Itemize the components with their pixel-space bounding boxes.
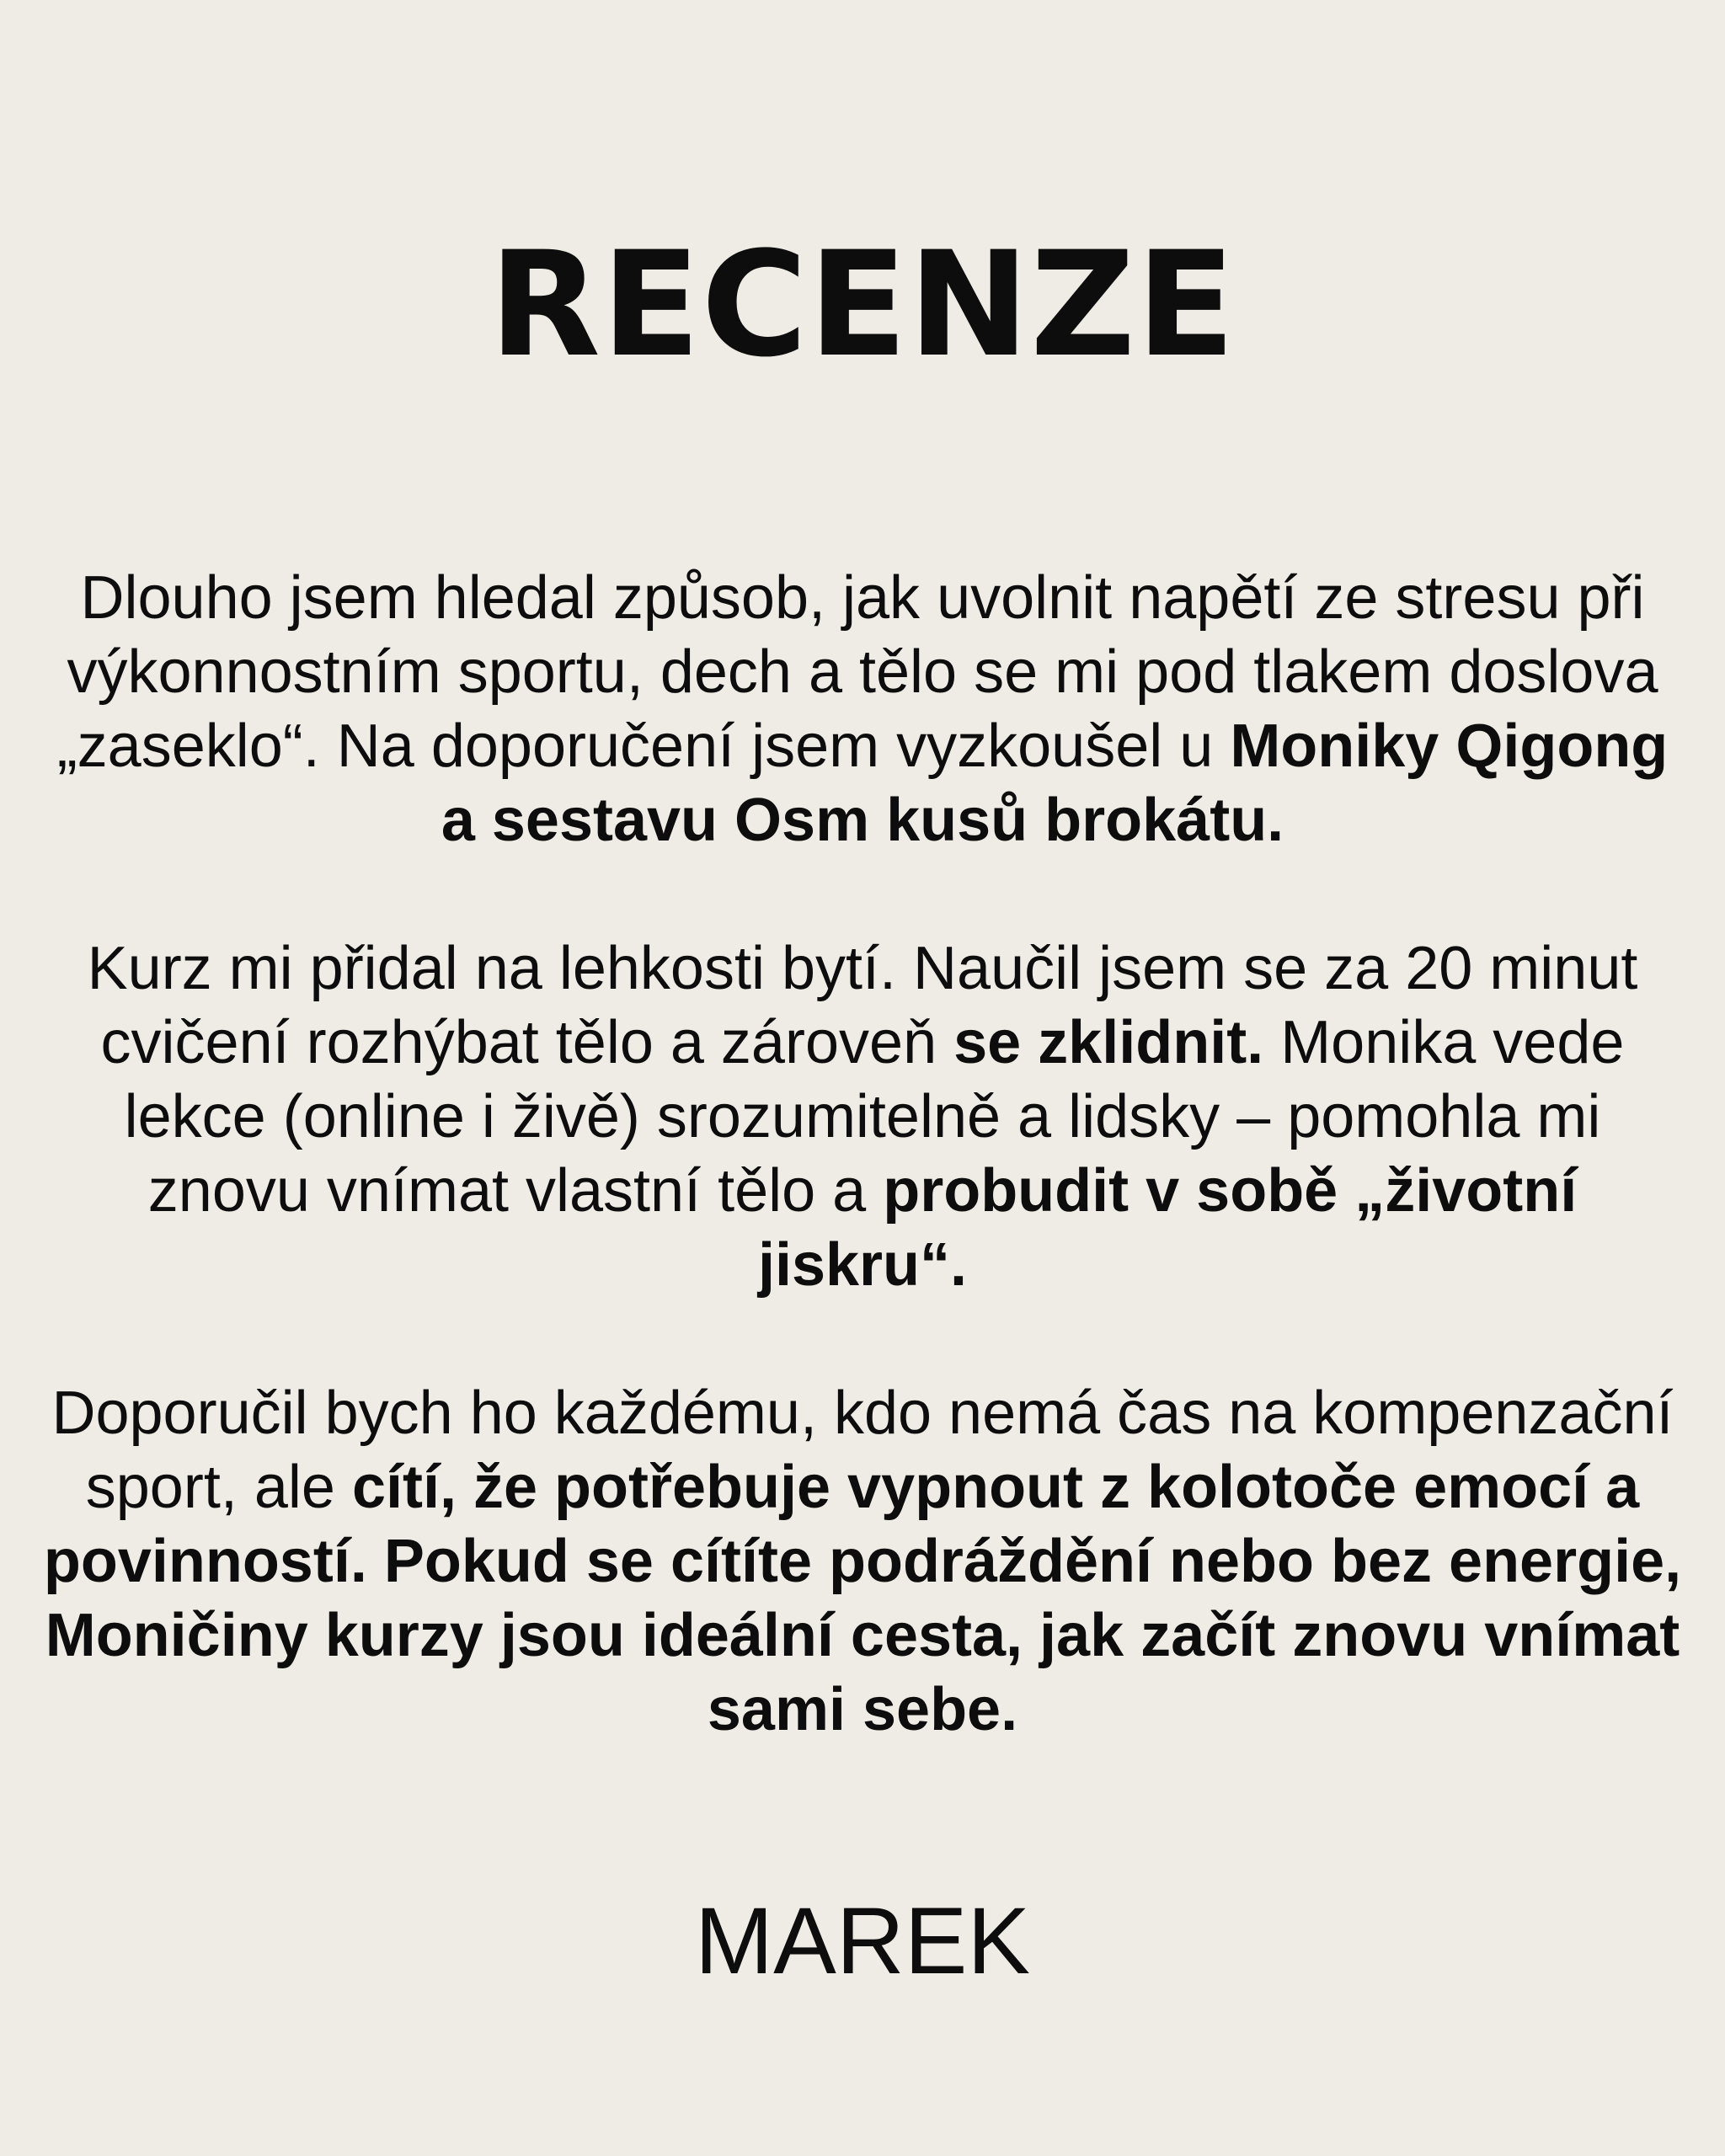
paragraph-text: Monika vede lekce (online i živě) srozumitelně a lidsky – pomohla mi znovu vnímat vlastní tělo a [124,1009,1625,1225]
review-text [37,561,1688,1747]
paragraph-highlight: Moniky Qigong a sestavu Osm kusů brokátu. [441,712,1669,854]
paragraph-highlight: cítí, že potřebuje vypnout z kolotoče emocí a povinností. Pokud se cítíte podráždění nebo bez energie, Moničiny kurzy jsou ideální cesta, jak začít znovu vnímat sami sebe. [43,1454,1682,1743]
review-paragraph-3 [37,1376,1688,1747]
paragraph-highlight: se zklidnit. [953,1009,1264,1076]
page-title: RECENZE [489,220,1236,389]
paragraph-highlight: probudit v sobě „životní jiskru“. [757,1157,1578,1299]
paragraph-text: Doporučil bych ho každému, kdo nemá čas na kompenzační sport, ale [51,1380,1674,1521]
review-paragraph-1 [37,561,1688,857]
paragraph-text: Kurz mi přidal na lehkosti bytí. Naučil jsem se za 20 minut cvičení rozhýbat tělo a zároveň [87,935,1638,1076]
reviewer-signature: MAREK [694,1888,1031,1993]
paragraph-text: Dlouho jsem hledal způsob, jak uvolnit napětí ze stresu při výkonnostním sportu, dech a tělo se mi pod tlakem doslova „zaseklo“. Na doporučení jsem vyzkoušel u [56,564,1658,780]
review-paragraph-2 [37,931,1688,1302]
